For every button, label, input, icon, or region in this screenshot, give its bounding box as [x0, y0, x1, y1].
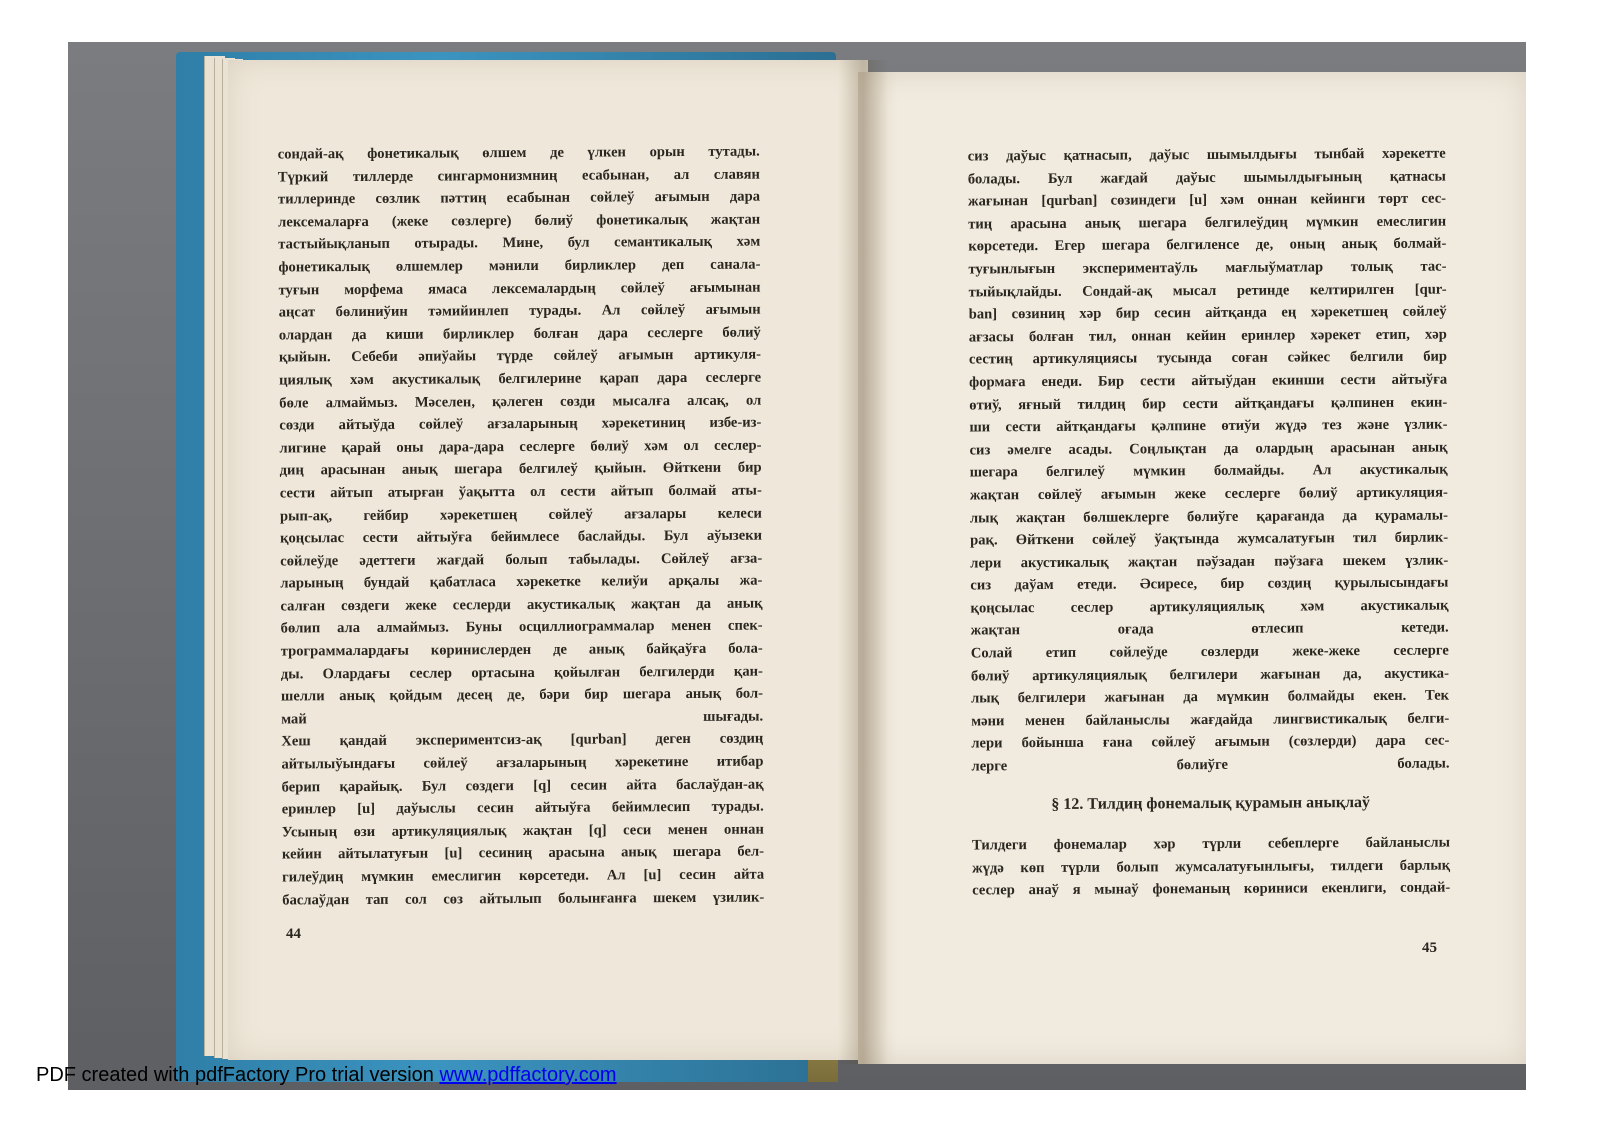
text-line: ban] сөзиниң хәр бир сесин айтқанда ең хәрекетшең сөйлеў [968, 303, 1447, 323]
text-line: сести айтып атырған ўақытта ол сести айтып болмай аты- [279, 482, 762, 502]
book-scan [68, 42, 1526, 1090]
text-line: сондай-ақ фонетикалық өлшем де үлкен орын тутады. [277, 143, 760, 163]
text-line: Солай етип сөйлеўде сөзлерди жеке-жеке сеслерге [970, 642, 1449, 662]
text-line: тиллеринде сөзлик пәттиң есабынан сөйлеў ағымын дара [277, 188, 761, 208]
text-line: туғынлығын экспериментаўль мағлыўматлар толық тас- [968, 258, 1447, 278]
text-line: бөле алмаймыз. Мәселен, қәлеген сөзди мысалға алсақ, ол [279, 392, 762, 412]
left-page-number: 44 [286, 926, 301, 942]
text-line: сөзди айтыўда сөйлеў ағзаларының хәрекетиниң избе-из- [279, 414, 762, 434]
text-line: тиң арасына анық шегара белгилеўдиң мүмкин емеслигин [968, 213, 1447, 233]
text-line: өтиў, яғный тилдиң бир сести айтқандағы қәлпинен екин- [969, 394, 1448, 413]
text-line: тыйықлайды. Сондай-ақ мысал ретинде келтирилген [qur- [968, 281, 1447, 301]
text-line: аңсат бөлиниўин тәмийинлеп турады. Ал сөйлеў ағымын [278, 301, 761, 321]
text-line: лық жақтан бөлшеклерге бөлиўге қарағанда да қурамалы- [969, 507, 1449, 526]
right-page-text [968, 143, 1451, 903]
text-line: мәни менен байланыслы жағдайда лингвистикалық белги- [971, 710, 1450, 730]
text-line: Тилдеги фонемалар хәр түрли себеплерге байланыслы [971, 834, 1451, 854]
text-line: жүдә көп түрли болып жумсалатуғынлығы, тилдеги барлық [972, 857, 1451, 877]
text-line: лексемаларға (жеке сөзлерге) бөлиў фонетикалық жақтан [278, 211, 761, 231]
text-line: жақтан сөйлеў ағымын жеке сеслерге бөлиў артикуляция- [969, 484, 1448, 504]
text-line: Хеш қандай экспериментсиз-ақ [qurban] деген сөздиң [281, 730, 764, 750]
left-page-text [278, 141, 765, 912]
right-page-text-after-heading [972, 832, 1450, 903]
text-line: Түркий тиллерде сингармонизмниң есабынан, ал славян [277, 166, 760, 186]
text-line: формаға енеди. Бир сести айтыўдан екинши сести айтыўға [969, 371, 1448, 391]
text-line: фонетикалық өлшемлер мәнили бирликлер деп санала- [278, 256, 761, 276]
text-line: лери бойынша ғана сөйлеў ағымын (сөзлерди) дара сес- [971, 732, 1450, 752]
right-page-text-before-heading [968, 143, 1450, 779]
book-gutter [838, 60, 888, 1064]
right-page-number: 45 [1422, 940, 1437, 956]
text-line: туғын морфема ямаса лексемалардың сөйлеў ағымынан [278, 279, 761, 299]
text-line: салған сөздеги жеке сеслерди акустикалық жақтан да анық [280, 595, 763, 615]
text-line: Усының өзи артикуляциялық жақтан [q] сеси менен оннан [281, 821, 764, 841]
text-line: шелли анық қойдым десең де, бәри бир шегара анық бол- [280, 685, 764, 705]
text-line: жақтан оғада өтлесип кетеди. [970, 620, 1449, 639]
text-line: сиз әмелге асады. Соңлықтан да олардың арасынан анық [969, 439, 1448, 459]
text-line: циялық хәм акустикалық белгилерине қарап дара сеслерге [279, 369, 762, 389]
text-line: ды. Олардағы сеслер ортасына қойылған белгилерди қан- [280, 663, 763, 683]
left-page [228, 60, 868, 1060]
text-line: ши сести айтқандағы қәлпине өтиўи жүдә тез және үзлик- [969, 416, 1448, 436]
text-line: сиз даўыс қатнасып, даўыс шымылдығы тынбай хәрекетте [967, 145, 1446, 165]
right-page [858, 72, 1526, 1064]
text-line: лигине қарай оны дара-дара сеслерге бөлиў хәм ол сеслер- [279, 437, 762, 457]
text-line: қоңсылас сеслер артикуляциялық хәм акустикалық [970, 597, 1449, 617]
text-line: олардан да киши бирликлер болған дара сеслерге бөлиў [278, 324, 761, 344]
text-line: айтылыўындағы сөйлеў ағзаларының хәрекетине итибар [281, 753, 764, 773]
text-line: сөйлеўде әдеттеги жағдай болып табылады. Сөйлеў ағза- [280, 550, 763, 570]
text-line: қыйын. Себеби әпиўайы түрде сөйлеў ағымын артикуля- [278, 346, 762, 366]
text-line: сестиң артикуляциясы тусында соған сәйкес белгили бир [968, 348, 1448, 368]
text-line: баслаўдан тап сол сөз айтылып болынғанға шекем үзилик- [282, 889, 765, 909]
text-line: лерге бөлиўге болады. [971, 755, 1450, 775]
text-line: ағзасы болған тил, оннан кейин еринлер хәрекет етип, хәр [968, 326, 1447, 346]
text-line: кейин айтылатуғын [u] сесиниң арасына анық шегара бел- [281, 843, 765, 863]
text-line: рып-ақ, гейбир хәрекетшең сөйлеў ағзалары келеси [279, 505, 762, 524]
footer-text: PDF created with pdfFactory Pro trial version [36, 1064, 440, 1086]
text-line: қоңсылас сести айтыўға бейимлесе баслайды. Бул аўызеки [280, 527, 763, 547]
text-line: берип қарайық. Бул сөздеги [q] сесин айта баслаўдан-ақ [281, 776, 764, 796]
text-line: лери акустикалық жақтан пәўзадан пәўзаға шекем үзлик- [970, 552, 1449, 572]
text-line: бөлиў артикуляциялық белгилери жағынан да, акустика- [970, 665, 1449, 685]
text-line: сиз даўам етеди. Әсиресе, бир сөздиң қурылысындағы [970, 574, 1449, 594]
text-line: шегара белгилеў мүмкин болмайды. Ал акустикалық [969, 461, 1448, 481]
text-line: болады. Бул жағдай даўыс шымылдығының қатнасы [967, 168, 1446, 188]
pdf-footer [36, 1064, 617, 1087]
text-line: жағынан [qurban] сөзиндеги [u] хәм оннан кейинги төрт сес- [967, 190, 1447, 210]
section-heading: § 12. Тилдиң фонемалық қурамын анықлаў [1051, 793, 1371, 813]
text-line: көрсетеди. Егер шегара белгиленсе де, оның анық болмай- [968, 235, 1447, 255]
text-line: еринлер [u] даўыслы сесин айтыўға бейимлесип турады. [281, 798, 764, 818]
footer-link[interactable]: www.pdffactory.com [439, 1064, 617, 1086]
text-line: тастыйықланып отырады. Мине, бул семантикалық хәм [278, 233, 761, 253]
text-line: гилеўдиң мүмкин емеслигин көрсетеди. Ал [u] сесин айта [282, 866, 765, 886]
text-line: лық белгилери жағынан да мүмкин болмайды екен. Тек [971, 687, 1450, 707]
text-line: рақ. Өйткени сөйлеў ўақтында жумсалатуғын тил бирлик- [970, 529, 1449, 549]
text-line: бөлип ала алмаймыз. Буны осциллиограммалар менен спек- [280, 617, 763, 637]
text-line: сеслер анаў я мынаў фонеманың көриниси екенлиги, сондай- [972, 879, 1451, 899]
text-line: трограммалардағы көринислерден де анық байқаўға бола- [280, 640, 763, 660]
text-line: диң арасынан анық шегара белгилеў қыйын. Өйткени бир [279, 459, 762, 479]
text-line: ларының бундай қабатласа хәрекетке келиўи арқалы жа- [280, 572, 763, 592]
text-line: май шығады. [281, 708, 764, 728]
